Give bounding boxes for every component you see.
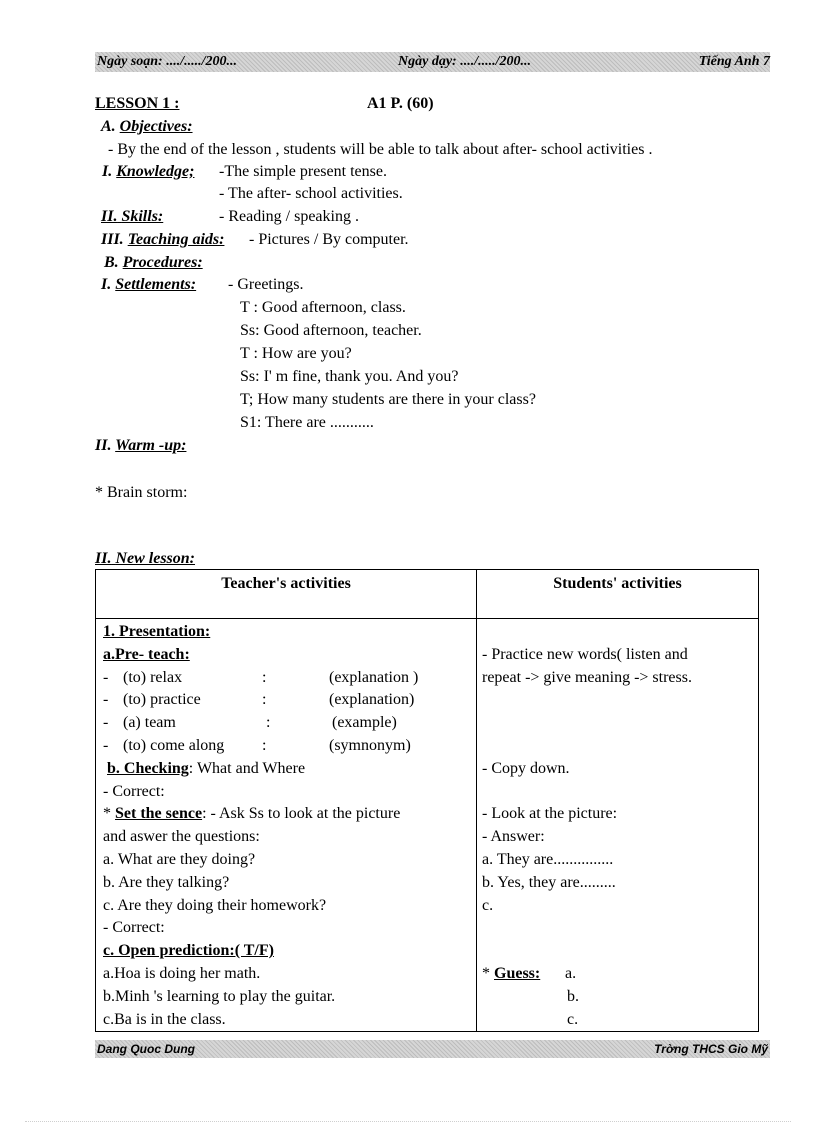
vocab-colon: : bbox=[266, 714, 271, 732]
checking-text: : What and Where bbox=[188, 759, 306, 777]
dialogue-line: T : How are you? bbox=[240, 345, 352, 362]
vocab-colon: : bbox=[262, 736, 267, 754]
blank-line bbox=[477, 940, 758, 963]
dialogue-line: S1: There are ........... bbox=[240, 414, 374, 431]
skills-heading bbox=[101, 206, 163, 228]
aids-label: Teaching aids: bbox=[127, 231, 225, 248]
vocab-dash: - bbox=[103, 668, 109, 686]
practice-line-1: - Practice new words( listen and bbox=[482, 645, 688, 663]
blank-line bbox=[477, 917, 758, 940]
dialogue-line: T; How many students are there in your class? bbox=[240, 391, 536, 408]
vocab-note: (explanation ) bbox=[329, 668, 419, 686]
set-sence-label: Set the sence bbox=[115, 805, 203, 823]
procedures-prefix: B. bbox=[104, 254, 119, 271]
header-band bbox=[95, 52, 770, 72]
blank-line bbox=[477, 689, 758, 712]
correct-line: - Correct: bbox=[103, 919, 165, 937]
teacher-activities-header: Teacher's activities bbox=[96, 570, 477, 619]
newlesson-label: New lesson: bbox=[115, 550, 196, 567]
blank-line bbox=[477, 735, 758, 758]
guess-a: a. bbox=[565, 964, 577, 982]
warmup-text: * Brain storm: bbox=[95, 484, 188, 501]
blank-line bbox=[477, 621, 758, 644]
vocab-note: (example) bbox=[332, 714, 397, 732]
guess-b: b. bbox=[567, 987, 579, 1005]
question-line: a. What are they doing? bbox=[103, 850, 256, 868]
set-sence-text: : - Ask Ss to look at the picture bbox=[202, 805, 401, 823]
vocab-row bbox=[96, 667, 476, 690]
warmup-heading bbox=[95, 435, 186, 457]
aids-prefix: III. bbox=[101, 231, 124, 248]
prediction-heading: c. Open prediction:( T/F) bbox=[103, 942, 274, 960]
question-line: c. Are they doing their homework? bbox=[103, 896, 327, 914]
guess-label: Guess: bbox=[494, 964, 541, 982]
guess-c: c. bbox=[567, 1010, 579, 1028]
subject-label: Tiếng Anh 7 bbox=[698, 54, 770, 69]
knowledge-heading bbox=[102, 161, 194, 183]
lesson-title: LESSON 1 : bbox=[95, 95, 180, 112]
skills-text: - Reading / speaking . bbox=[219, 208, 359, 225]
look-line: - Look at the picture: bbox=[482, 805, 618, 823]
vocab-row bbox=[96, 712, 476, 735]
table-body-row bbox=[96, 619, 759, 1032]
procedures-label: Procedures: bbox=[122, 254, 203, 271]
dialogue-line: Ss: I' m fine, thank you. And you? bbox=[240, 368, 459, 385]
page-bottom-divider bbox=[25, 1121, 791, 1122]
date-taught: Ngày dạy: ..../...../200... bbox=[398, 54, 531, 69]
answer-a: a. They are............... bbox=[482, 850, 614, 868]
knowledge-line-1: -The simple present tense. bbox=[219, 163, 387, 180]
guess-star: * bbox=[482, 964, 490, 982]
vocab-row bbox=[96, 735, 476, 758]
settlements-prefix: I. bbox=[101, 276, 112, 293]
table-header-row bbox=[96, 570, 759, 619]
vocab-row bbox=[96, 689, 476, 712]
settlements-greeting: - Greetings. bbox=[228, 276, 304, 293]
blank-line bbox=[477, 781, 758, 804]
set-sence-continued: and aswer the questions: bbox=[103, 828, 260, 846]
copy-down-line: - Copy down. bbox=[482, 759, 570, 777]
settlements-label: Settlements: bbox=[115, 276, 197, 293]
vocab-note: (symnonym) bbox=[329, 736, 411, 754]
vocab-dash: - bbox=[103, 714, 109, 732]
activities-table bbox=[95, 569, 759, 1032]
skills-prefix: II. bbox=[101, 208, 118, 225]
checking-label: b. Checking bbox=[107, 759, 189, 777]
objectives-heading bbox=[101, 116, 193, 138]
practice-line-2: repeat -> give meaning -> stress. bbox=[482, 668, 692, 686]
guess-row bbox=[477, 963, 758, 986]
skills-label: Skills: bbox=[121, 208, 164, 225]
vocab-word: (to) come along bbox=[123, 736, 225, 754]
knowledge-line-2: - The after- school activities. bbox=[219, 185, 403, 202]
knowledge-label: Knowledge; bbox=[116, 163, 195, 180]
date-prepared: Ngày soạn: ..../...../200... bbox=[97, 54, 237, 69]
answer-line: - Answer: bbox=[482, 828, 545, 846]
author-name: Dang Quoc Dung bbox=[97, 1042, 195, 1056]
correct-line: - Correct: bbox=[103, 782, 165, 800]
aids-heading bbox=[101, 229, 224, 251]
objectives-prefix: A. bbox=[101, 118, 116, 135]
objectives-text: - By the end of the lesson , students will be able to talk about after- school activities . bbox=[108, 141, 653, 158]
blank-line bbox=[477, 712, 758, 735]
prediction-line: c.Ba is in the class. bbox=[103, 1010, 226, 1028]
newlesson-prefix: II. bbox=[95, 550, 112, 567]
set-sence-row bbox=[96, 803, 476, 826]
answer-c: c. bbox=[482, 896, 494, 914]
settlements-heading bbox=[101, 274, 196, 296]
students-activities-header: Students' activities bbox=[477, 570, 759, 619]
vocab-word: (to) practice bbox=[123, 691, 201, 709]
procedures-heading bbox=[104, 252, 203, 274]
vocab-dash: - bbox=[103, 691, 109, 709]
prediction-line: b.Minh 's learning to play the guitar. bbox=[103, 987, 336, 1005]
question-line: b. Are they talking? bbox=[103, 873, 230, 891]
footer-band bbox=[95, 1040, 770, 1058]
checking-row bbox=[96, 758, 476, 781]
vocab-colon: : bbox=[262, 691, 267, 709]
lesson-unit: A1 P. (60) bbox=[367, 95, 434, 112]
students-column bbox=[477, 619, 759, 1032]
warmup-label: Warm -up: bbox=[115, 437, 187, 454]
knowledge-prefix: I. bbox=[102, 163, 113, 180]
set-sence-star: * bbox=[103, 805, 111, 823]
vocab-note: (explanation) bbox=[329, 691, 415, 709]
answer-b: b. Yes, they are......... bbox=[482, 873, 616, 891]
vocab-dash: - bbox=[103, 736, 109, 754]
school-name: Trờng THCS Gio Mỹ bbox=[654, 1042, 768, 1056]
prediction-line: a.Hoa is doing her math. bbox=[103, 964, 261, 982]
teacher-column bbox=[96, 619, 477, 1032]
vocab-colon: : bbox=[262, 668, 267, 686]
vocab-word: (to) relax bbox=[123, 668, 183, 686]
newlesson-heading bbox=[95, 548, 195, 570]
presentation-heading: 1. Presentation: bbox=[103, 623, 211, 640]
vocab-word: (a) team bbox=[123, 714, 176, 732]
preteach-heading: a.Pre- teach: bbox=[103, 645, 190, 663]
dialogue-line: Ss: Good afternoon, teacher. bbox=[240, 322, 422, 339]
warmup-prefix: II. bbox=[95, 437, 112, 454]
objectives-label: Objectives: bbox=[119, 118, 193, 135]
dialogue-line: T : Good afternoon, class. bbox=[240, 299, 406, 316]
aids-text: - Pictures / By computer. bbox=[249, 231, 409, 248]
